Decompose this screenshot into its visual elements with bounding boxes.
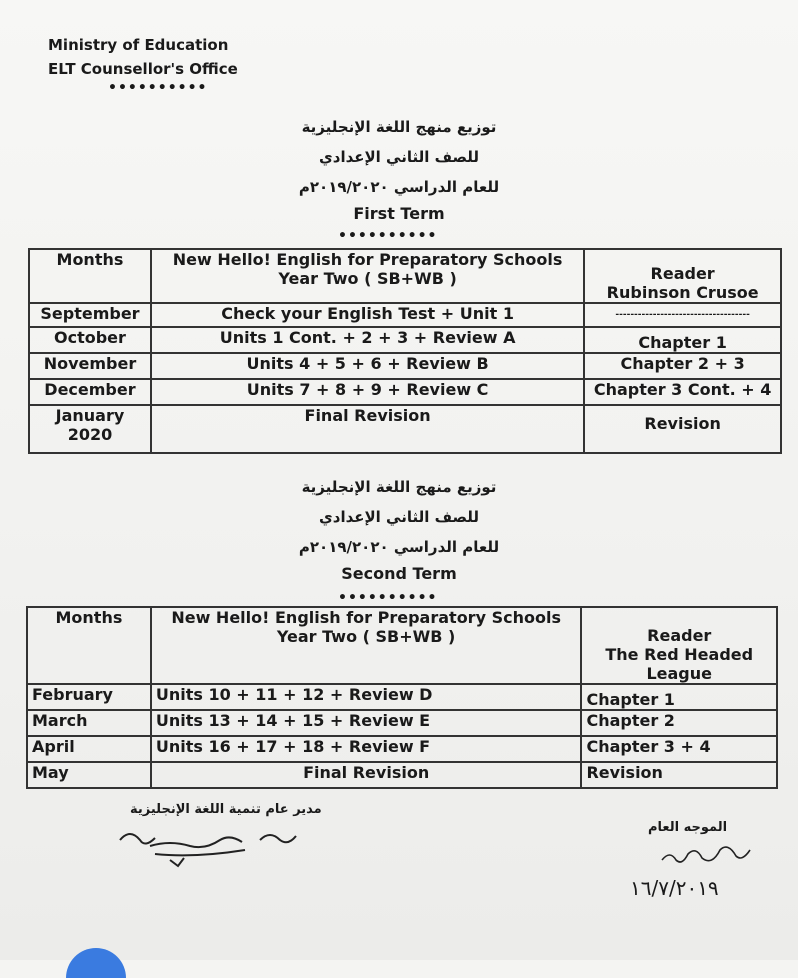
table-row <box>27 710 777 736</box>
term2-table <box>26 606 778 789</box>
units-cell: Final Revision <box>151 762 582 788</box>
header-reader: Reader The Red Headed League <box>581 607 777 684</box>
header-book: New Hello! English for Preparatory Schools Year Two ( SB+WB ) <box>151 249 584 303</box>
month-cell: April <box>27 736 151 762</box>
term1-label: First Term <box>353 204 445 223</box>
table-row <box>29 353 781 379</box>
header-dots: •••••••••• <box>108 80 208 96</box>
month-cell: March <box>27 710 151 736</box>
units-cell: Units 13 + 14 + 15 + Review E <box>151 710 582 736</box>
month-cell: November <box>29 353 151 379</box>
left-signature <box>110 820 310 870</box>
reader-cell: Chapter 3 Cont. + 4 <box>584 379 781 405</box>
right-signature <box>656 838 766 872</box>
header-reader: Reader Rubinson Crusoe <box>584 249 781 303</box>
office-name: ELT Counsellor's Office <box>48 60 238 78</box>
header-book: New Hello! English for Preparatory Schools Year Two ( SB+WB ) <box>151 607 582 684</box>
reader-cell: Chapter 2 <box>581 710 777 736</box>
reader-cell: Chapter 1 <box>584 327 781 353</box>
units-cell: Units 7 + 8 + 9 + Review C <box>151 379 584 405</box>
term2-dots: •••••••••• <box>338 590 438 606</box>
term1-dots: •••••••••• <box>338 228 438 244</box>
term1-arabic-title: توزيع منهج اللغة الإنجليزية <box>301 118 497 136</box>
table-row <box>29 379 781 405</box>
units-cell: Units 10 + 11 + 12 + Review D <box>151 684 582 710</box>
ministry-name: Ministry of Education <box>48 36 229 54</box>
units-cell: Units 1 Cont. + 2 + 3 + Review A <box>151 327 584 353</box>
table-header-row <box>29 249 781 303</box>
month-cell: January 2020 <box>29 405 151 453</box>
table-row <box>29 303 781 327</box>
header-months: Months <box>29 249 151 303</box>
table-row <box>29 327 781 353</box>
table-row <box>27 762 777 788</box>
month-cell: December <box>29 379 151 405</box>
term1-arabic-grade: للصف الثاني الإعدادي <box>319 148 479 166</box>
reader-cell: ------------------------------------ <box>584 303 781 327</box>
reader-cell: Revision <box>584 405 781 453</box>
table-row <box>27 684 777 710</box>
reader-cell: Chapter 2 + 3 <box>584 353 781 379</box>
month-cell: October <box>29 327 151 353</box>
month-cell: September <box>29 303 151 327</box>
term1-table <box>28 248 782 454</box>
reader-cell: Revision <box>581 762 777 788</box>
header-months: Months <box>27 607 151 684</box>
month-cell: May <box>27 762 151 788</box>
units-cell: Units 16 + 17 + 18 + Review F <box>151 736 582 762</box>
right-signature-title: الموجه العام <box>648 820 728 835</box>
blue-blob <box>66 948 126 978</box>
reader-cell: Chapter 3 + 4 <box>581 736 777 762</box>
term2-arabic-year: للعام الدراسي ٢٠١٩/٢٠٢٠م <box>298 538 500 556</box>
table-row <box>27 736 777 762</box>
units-cell: Final Revision <box>151 405 584 453</box>
table-row <box>29 405 781 453</box>
term2-arabic-grade: للصف الثاني الإعدادي <box>319 508 479 526</box>
month-cell: February <box>27 684 151 710</box>
table-header-row <box>27 607 777 684</box>
left-signature-title: مدير عام تنمية اللغة الإنجليزية <box>130 802 322 817</box>
signature-date: ١٦/٧/٢٠١٩ <box>630 876 719 900</box>
units-cell: Units 4 + 5 + 6 + Review B <box>151 353 584 379</box>
term2-label: Second Term <box>341 564 457 583</box>
reader-cell: Chapter 1 <box>581 684 777 710</box>
units-cell: Check your English Test + Unit 1 <box>151 303 584 327</box>
term2-arabic-title: توزيع منهج اللغة الإنجليزية <box>301 478 497 496</box>
term1-arabic-year: للعام الدراسي ٢٠١٩/٢٠٢٠م <box>298 178 500 196</box>
